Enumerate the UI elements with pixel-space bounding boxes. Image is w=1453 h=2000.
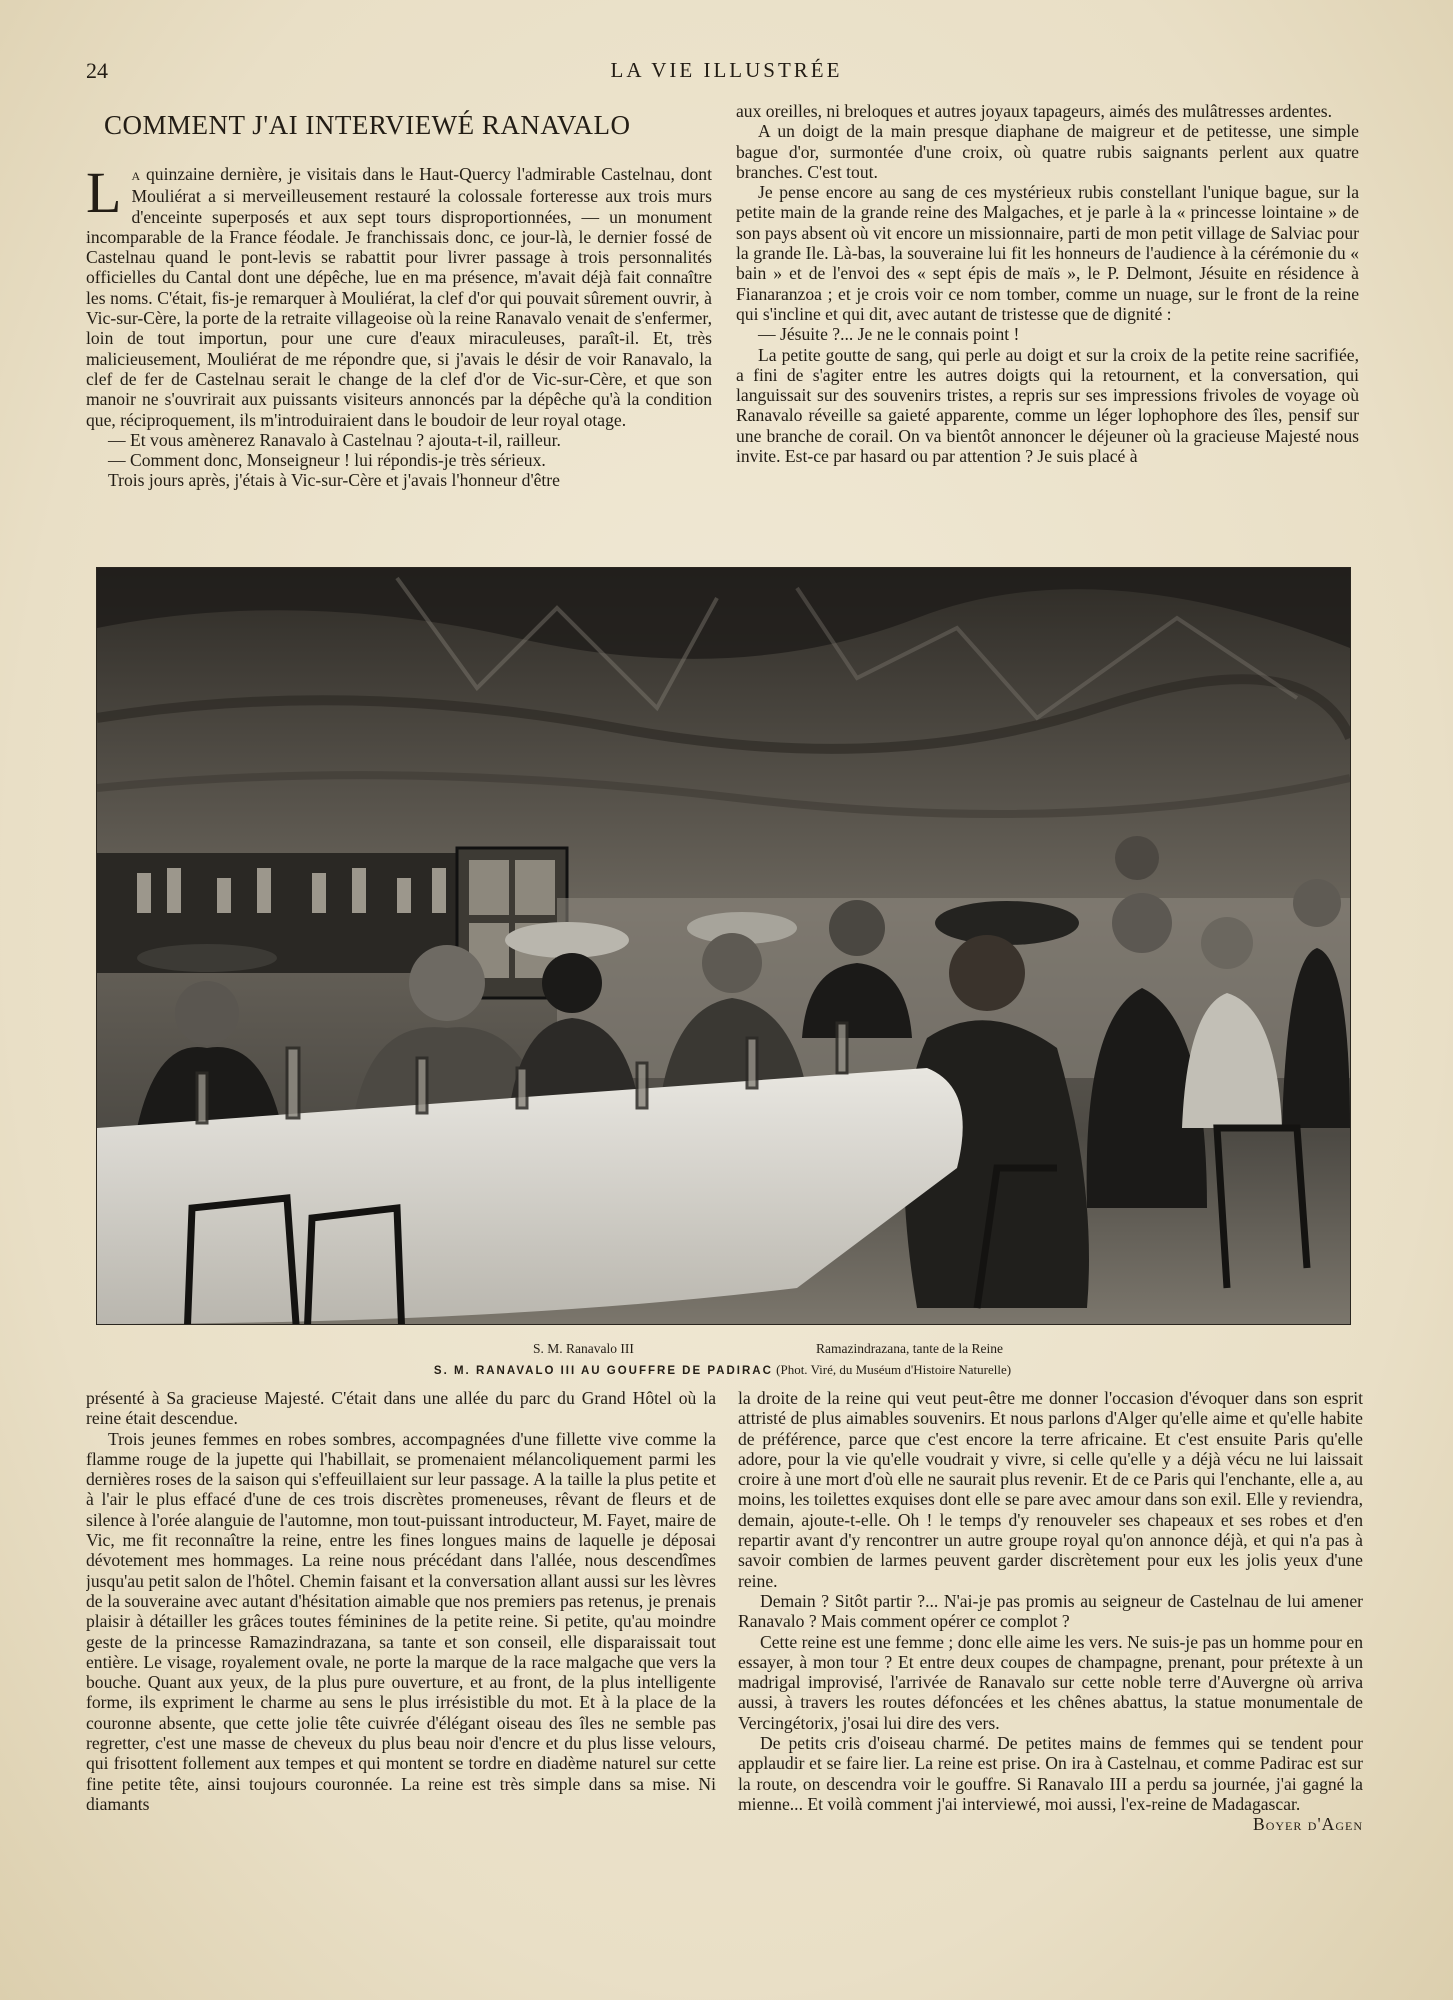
article-paragraph: Trois jeunes femmes en robes sombres, accompagnées d'une fillette vive comme la flamme rouge de la jupette qui l'habillait, se promenaient mélancoliquement parmi les dernières roses de la saison qui s'effeuillaient sur leur passage. A la taille la plus petite et à l'air le plus effacé d'une de ces trois discrètes promeneuses, rêvant de fleurs et de silence à l'orée alanguie de l'automne, mon tout-puissant introducteur, M. Fayet, maire de Vic, me fit reconnaître la reine, entre les fines longues mains de laquelle je déposai dévotement mes hommages. La reine nous précédant dans l'allée, nous descendîmes jusqu'au petit salon de l'hôtel. Chemin faisant et la conversation allant aussi sur les lèvres de la souveraine avec autant d'hésitation aimable que nos premiers pas retenus, je prenais plaisir à détailler les grâces toutes féminines de la petite reine. Si petite, qu'au moindre geste de la princesse Ramazindrazana, sa tante et son conseil, elle disparaissait tout entière. Le visage, royalement ovale, ne porte la marque de la race malgache que vers la bouche. Quant aux yeux, de la plus pure ouverture, et au front, de la plus intelligente forme, ils expriment le charme au sens le plus irrésistible du mot. Et à la place de la couronne absente, que cette jolie tête cuivrée d'élégant oiseau des îles ne semble pas regretter, c'est une masse de cheveux du plus beau noir d'encre et du plus lisse velours, qui frisottent follement aux tempes et qui montent se tordre en diadème naturel sur cette fine petite tête, ainsi toujours couronnée. La reine est très simple dans sa mise. Ni diamants	[86, 1428, 716, 1814]
photo-caption-names	[96, 1341, 1349, 1359]
article-paragraph: A un doigt de la main presque diaphane de maigreur et de petitesse, une simple bague d'or, surmontée d'une croix, où quatre rubis saignants perlent aux quatre branches. C'est tout.	[736, 121, 1359, 182]
article-paragraph: — Et vous amènerez Ranavalo à Castelnau ? ajouta-t-il, railleur.	[108, 429, 561, 450]
page-number: 24	[86, 58, 108, 83]
article-column-top-left	[86, 164, 712, 549]
journal-title: LA VIE ILLUSTRÉE	[610, 58, 843, 82]
caption-ranavalo: S. M. Ranavalo III	[533, 1341, 634, 1356]
article-paragraph: Trois jours après, j'étais à Vic-sur-Cère et j'avais l'honneur d'être	[108, 470, 560, 491]
article-paragraph: — Jésuite ?... Je ne le connais point !	[758, 324, 1020, 345]
caption-title: S. M. RANAVALO III AU GOUFFRE DE PADIRAC	[433, 1365, 773, 1377]
article-paragraph: Demain ? Sitôt partir ?... N'ai-je pas promis au seigneur de Castelnau de lui amener Ranavalo ? Mais comment opérer ce complot ?	[738, 1590, 1363, 1632]
article-paragraph: Je pense encore au sang de ces mystérieux rubis constellant l'unique bague, sur la petite main de la grande reine des Malgaches, et je parle à la « princesse lointaine » de son pays absent où vit encore un missionnaire, parti de mon petit village de Salviac pour la grande Ile. Là-bas, la souveraine lui fit les honneurs de l'audience à la cérémonie du « bain » et de l'envoi des « sept épis de maïs », le P. Delmont, Jésuite en résidence à Fianaranzoa ; et je crois voir ce nom tomber, comme un nuage, sur le front de la reine qui s'incline et qui dit, avec autant de tristesse que de dignité :	[736, 182, 1359, 324]
article-paragraph: La petite goutte de sang, qui perle au doigt et sur la croix de la petite reine sacrifiée, a fini de s'agiter entre les autres doigts qui la retournent, et la conversation, qui languissait sur des souvenirs tristes, a repris sur ses impressions frivoles de voyage où Ranavalo réveille sa gaieté apparente, comme un léger lophophore des îles, pensif sur une branche de corail. On va bientôt annoncer le déjeuner où la gracieuse Majesté nous invite. Est-ce par hasard ou par attention ? Je suis placé à	[736, 344, 1359, 467]
running-head	[86, 58, 1367, 88]
caption-credit: (Phot. Viré, du Muséum d'Histoire Naturelle)	[776, 1362, 1012, 1377]
article-paragraph: la droite de la reine qui veut peut-être me donner l'occasion d'évoquer dans son esprit attristé de plus aimables souvenirs. Et nous parlons d'Alger qu'elle aime et qu'elle habite de préférence, parce que c'est encore la terre africaine. Et c'est ensuite Paris qu'elle adore, pour la vie qu'elle voudrait y vivre, si celle qu'elle y a déjà vécu ne lui laissait croire à une mort d'où elle ne saurait plus revenir. Et de ce Paris qui l'enchante, elle a, au moins, les toilettes exquises dont elle se pare avec amour dans son exil. Elle y reviendra, demain, ajoute-t-elle. Oh ! le temps d'y renouveler ses chapeaux et ses robes et d'en repartir avant d'y rencontrer un autre groupe royal qu'on annonce déjà, et qui n'a pas à savoir combien de larmes peuvent garder discrètement pour eux les jolis yeux d'une reine.	[738, 1388, 1363, 1591]
article-title: COMMENT J'AI INTERVIEWÉ RANAVALO	[104, 110, 631, 140]
article-column-bottom-left	[86, 1388, 716, 1893]
article-paragraph: aux oreilles, ni breloques et autres joyaux tapageurs, aimés des mulâtresses ardentes.	[736, 101, 1333, 121]
article-paragraph: De petits cris d'oiseau charmé. De petites mains de femmes qui se tendent pour applaudir et se faire lier. La reine est prise. On ira à Castelnau, et comme Padirac est sur la route, on descendra voir le gouffre. Si Ranavalo III a perdu sa journée, j'ai gagné la mienne... Et voilà comment j'ai interviewé, moi aussi, l'ex-reine de Madagascar. Boyer d'Agen	[738, 1733, 1363, 1835]
dropcap: L	[86, 164, 122, 225]
article-paragraph: Cette reine est une femme ; donc elle aime les vers. Ne suis-je pas un homme pour en essayer, à mon tour ? Et entre deux coupes de champagne, prenant, pour prétexte à un madrigal improvisé, l'arrivée de Ranavalo sur cette noble terre d'Auvergne où arriva aussi, à travers les routes défoncées et les chênes abattus, la statue monumentale de Vercingétorix, j'osai lui dire des vers.	[738, 1631, 1363, 1733]
article-paragraph: L A quinzaine dernière, je visitais dans le Haut-Quercy l'admirable Castelnau, dont Mouliérat a si merveilleusement restauré la colossale forteresse aux trois murs d'enceinte superposés et aux sept tours disproportionnées, — un monument incomparable de la France féodale. Je franchissais donc, ce jour-là, le dernier fossé de Castelnau quand le pont-levis se rabattit pour livrer passage à trois personnalités officielles du Cantal dont une dépêche, lue en ma présence, m'avait déjà fait connaître les noms. C'était, fis-je remarquer à Mouliérat, la clef d'or qui pouvait sûrement ouvrir, à Vic-sur-Cère, la porte de la retraite villageoise où la reine Ranavalo venait de s'enfermer, loin de tout importun, pour une cure d'eaux miraculeuses, paraît-il. Et, très malicieusement, Mouliérat de me répondre que, si j'avais le désir de voir Ranavalo, la clef de fer de Castelnau serait le change de la clef d'or de Vic-sur-Cère, et que son manoir ne s'ouvrirait aux puissants visiteurs annoncés par la dépêche qu'à la condition que, réciproquement, ils m'introduiraient dans le boudoir de leur royal otage.	[86, 164, 712, 430]
dropcap-continuation: A	[131, 169, 141, 183]
article-paragraph: présenté à Sa gracieuse Majesté. C'était dans une allée du parc du Grand Hôtel où la reine était descendue.	[86, 1388, 716, 1429]
photograph-banquet-at-padirac	[96, 567, 1351, 1325]
author-signature: Boyer d'Agen	[1252, 1814, 1363, 1835]
article-column-top-right	[736, 101, 1359, 549]
photo-caption	[96, 1362, 1349, 1378]
caption-ramazindrazana: Ramazindrazana, tante de la Reine	[816, 1341, 1004, 1356]
article-column-bottom-right	[738, 1388, 1363, 1893]
article-paragraph: — Comment donc, Monseigneur ! lui répondis-je très sérieux.	[108, 450, 546, 471]
